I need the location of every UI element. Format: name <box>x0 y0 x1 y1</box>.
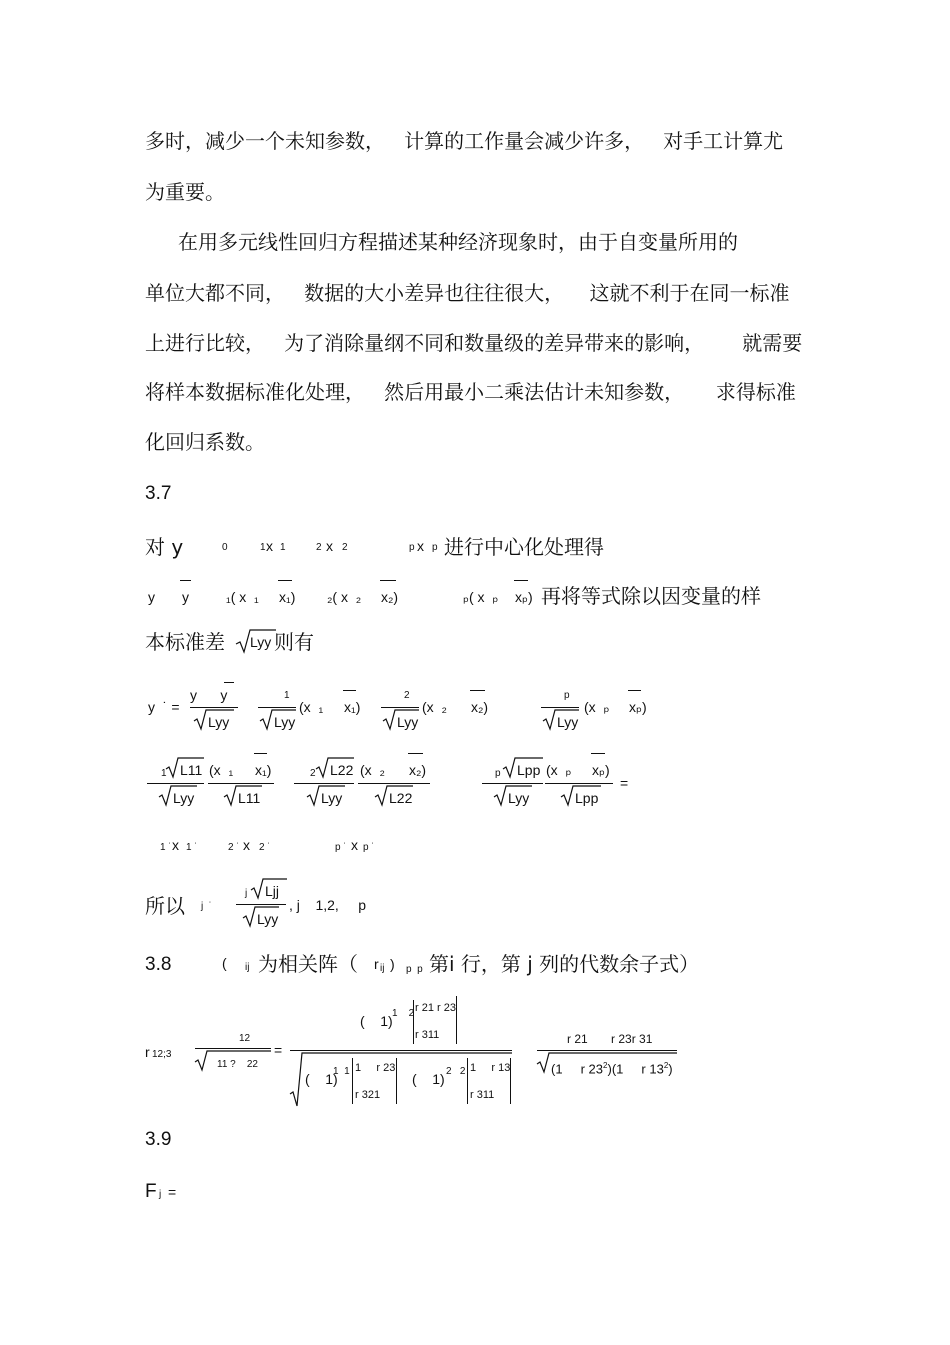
paragraph-2-line-1: 在用多元线性回归方程描述某种经济现象时，由于自变量所用的 <box>178 230 738 254</box>
paragraph-2-line-4: 将样本数据标准化处理， 然后用最小二乘法估计未知参数， 求得标准 <box>145 380 796 404</box>
beta1-num: 1 <box>284 690 290 701</box>
bar-x1-eq1 <box>343 690 356 691</box>
std-xp-sub: p ˙ <box>363 842 375 853</box>
beta-1-subscript: 1 <box>260 542 266 553</box>
bar-xp-eq1 <box>628 690 641 691</box>
x2-bar-term: x₂) <box>381 589 399 605</box>
frac-numerator: y y <box>190 687 228 703</box>
term-p: ₚ( x ₚ <box>463 589 499 605</box>
l22-bot: L22 <box>389 790 413 806</box>
r12-3-sub: 12;3 <box>152 1049 172 1060</box>
b1-coef: 1 <box>161 768 167 779</box>
det-num-right <box>456 996 457 1044</box>
radicand-main: Lyy <box>208 714 230 730</box>
beta-2-subscript: 2 <box>316 542 322 553</box>
big-frac-line <box>290 1050 512 1051</box>
main-frac-line <box>195 1048 271 1049</box>
x2bar-eq2: x₂) <box>409 762 427 778</box>
xp-bar <box>514 580 528 581</box>
det-den-b-left <box>467 1058 468 1104</box>
sqrt-lyy-radicand: Lyy <box>250 634 272 650</box>
lyy-b1: Lyy <box>173 790 195 806</box>
det-den-b-row1: 1 r 13 <box>470 1062 511 1074</box>
term-1: ₁( x ₁ <box>226 589 259 605</box>
xp-term: x <box>417 538 424 554</box>
paren2-x1: (x ₁ <box>209 762 234 778</box>
x2-term: x <box>326 538 333 554</box>
l22-top: L22 <box>330 762 354 778</box>
r12-3: r <box>145 1044 150 1060</box>
radicand-p: Lyy <box>557 714 579 730</box>
f-symbol: F <box>145 1181 157 1202</box>
frac2-line-2a <box>294 783 354 784</box>
y-term: y <box>148 589 155 605</box>
exp-num: 1 2 <box>392 1008 415 1019</box>
det-den-a-right <box>396 1058 397 1104</box>
paren2-x2: (x ₂ <box>360 762 385 778</box>
radicand-2: Lyy <box>397 714 419 730</box>
bar-x2-eq2 <box>408 753 423 754</box>
paren-x1: (x ₁ <box>299 699 324 715</box>
simple-frac-line <box>537 1050 677 1051</box>
f-equals: = <box>168 1184 177 1200</box>
cofactor-text: 第i 行，第 j 列的代数余子式） <box>429 952 700 976</box>
then-text: 则有 <box>274 630 314 654</box>
delta12: 12 <box>239 1033 251 1044</box>
lyy-result: Lyy <box>257 911 279 927</box>
f-subscript-j: j <box>159 1189 162 1200</box>
x1-bar-term: x₁) <box>279 589 296 605</box>
x1-term: x <box>266 538 273 554</box>
frac2-line-1b <box>208 783 274 784</box>
xpbar-eq1: xₚ) <box>629 699 647 715</box>
det-den-a-row1: 1 r 23 <box>355 1062 396 1074</box>
lyy-bp: Lyy <box>508 790 530 806</box>
det-num-left <box>413 1000 414 1044</box>
x1-bar <box>278 580 292 581</box>
equals-partial: = <box>274 1042 283 1058</box>
frac-ybar <box>224 682 234 683</box>
frac-line-1 <box>258 707 296 708</box>
x2-subscript: 2 <box>342 542 348 553</box>
delta11-22: 11 ? 22 <box>217 1059 258 1070</box>
std-b2: 2 ˙ <box>228 842 240 853</box>
paragraph-1-line-2: 为重要。 <box>145 180 225 204</box>
bp-coef: p <box>495 768 501 779</box>
bar-x1-eq2 <box>254 753 267 754</box>
centering-suffix: 进行中心化处理得 <box>444 535 604 559</box>
centering-intro: 对 y <box>145 535 184 559</box>
radicand-1: Lyy <box>274 714 296 730</box>
paragraph-1-line-1: 多时，减少一个未知参数， 计算的工作量会减少许多， 对手工计算尤 <box>145 129 784 153</box>
result-frac-line <box>236 904 286 905</box>
r-ij-sub: ij <box>380 963 385 974</box>
frac2-line-2b <box>358 783 430 784</box>
xp-subscript: p <box>432 542 438 553</box>
betap-num: p <box>564 690 570 701</box>
simple-denominator: (1 r $23^2)(1$ r $13^2$) <box>551 1061 673 1077</box>
beta-p-subscript: p <box>409 542 415 553</box>
x2bar-eq1: x₂) <box>471 699 489 715</box>
lyy-b2: Lyy <box>321 790 343 806</box>
x2-bar <box>380 580 396 581</box>
det-den-b-row2: r 311 <box>470 1089 495 1101</box>
paragraph-2-line-5: 化回归系数。 <box>145 430 265 454</box>
paren-x2: (x ₂ <box>422 699 447 715</box>
result-tail: , j 1,2, p <box>289 897 367 913</box>
l11-bot: L11 <box>238 790 261 806</box>
det-num-row2: r 311 <box>415 1029 440 1041</box>
std-xp: x <box>351 837 358 853</box>
b2-coef: 2 <box>310 768 316 779</box>
exp-den-b: 2 2 <box>446 1066 466 1077</box>
ljj: Ljj <box>265 883 280 899</box>
frac-line-p <box>541 707 579 708</box>
std-x1-sub: 1 ˙ <box>186 842 198 853</box>
det-den-a-row2: r 321 <box>355 1089 381 1101</box>
simple-numerator: r 21 r 23r 31 <box>567 1032 653 1046</box>
l11-top: L11 <box>180 762 203 778</box>
beta2-num: 2 <box>404 690 410 701</box>
minus-one-num: ( 1) <box>360 1013 393 1029</box>
frac2-line-pa <box>482 783 543 784</box>
paragraph-2-line-2: 单位大都不同， 数据的大小差异也往往很大， 这就不利于在同一标准 <box>145 281 790 305</box>
equals-eq2: = <box>620 775 629 791</box>
term-2: ₂( x ₂ <box>327 589 362 605</box>
frac-line-main <box>190 707 238 708</box>
frac2-line-1a <box>147 783 204 784</box>
x1bar-eq1: x₁) <box>344 699 361 715</box>
std-b1: 1 ˙ <box>160 842 172 853</box>
paragraph-2-line-3: 上进行比较， 为了消除量纲不同和数量级的差异带来的影响， 就需要 <box>145 331 803 355</box>
section-3-7-heading: 3.7 <box>145 483 172 504</box>
paren-close-pp: ) <box>390 956 395 972</box>
y-bar-term: y <box>182 589 189 605</box>
det-num-row1: r 21 r 23 <box>415 1002 456 1014</box>
section-3-8-heading: 3.8 <box>145 954 172 975</box>
std-x1: x <box>172 837 179 853</box>
frac-line-2 <box>381 707 419 708</box>
std-bp: p ˙ <box>335 842 347 853</box>
beta-j-star: j ˙ <box>201 901 213 912</box>
beta-j-num: j <box>245 888 248 899</box>
section-3-9-heading: 3.9 <box>145 1129 172 1150</box>
lpp-top: Lpp <box>517 762 541 778</box>
lpp-bot: Lpp <box>575 790 599 806</box>
bar-x2-eq1 <box>470 690 485 691</box>
corr-matrix-text: 为相关阵（ <box>258 952 358 976</box>
minus-one-den-b: ( 1) <box>412 1071 445 1087</box>
result-prefix: 所以 <box>145 894 185 918</box>
bar-xp-eq2 <box>591 753 605 754</box>
std-x2-sub: 2 ˙ <box>259 842 271 853</box>
x1bar-eq2: x₁) <box>255 762 272 778</box>
y-bar <box>180 580 191 581</box>
std-x2: x <box>243 837 250 853</box>
x1-subscript: 1 <box>280 542 286 553</box>
delta-ij-sub: ij <box>245 962 250 973</box>
beta-0-subscript: 0 <box>222 542 228 553</box>
pp-sub: p p <box>406 964 423 975</box>
y-star: y ˙ = <box>148 699 180 715</box>
divide-text: 再将等式除以因变量的样 <box>541 584 761 608</box>
xp-bar-term: xₚ) <box>515 589 533 605</box>
minus-one-den-a: ( 1) <box>305 1071 338 1087</box>
delta-ij-open: ( <box>222 955 227 971</box>
paren-xp: (x ₚ <box>584 699 610 715</box>
det-den-a-left <box>352 1058 353 1104</box>
frac2-line-pb <box>545 783 613 784</box>
r-ij: r <box>374 956 379 972</box>
std-dev-text: 本标准差 <box>145 630 225 654</box>
paren2-xp: (x ₚ <box>546 762 572 778</box>
exp-den-a: 1 1 <box>333 1066 350 1077</box>
xpbar-eq2: xₚ) <box>592 762 610 778</box>
